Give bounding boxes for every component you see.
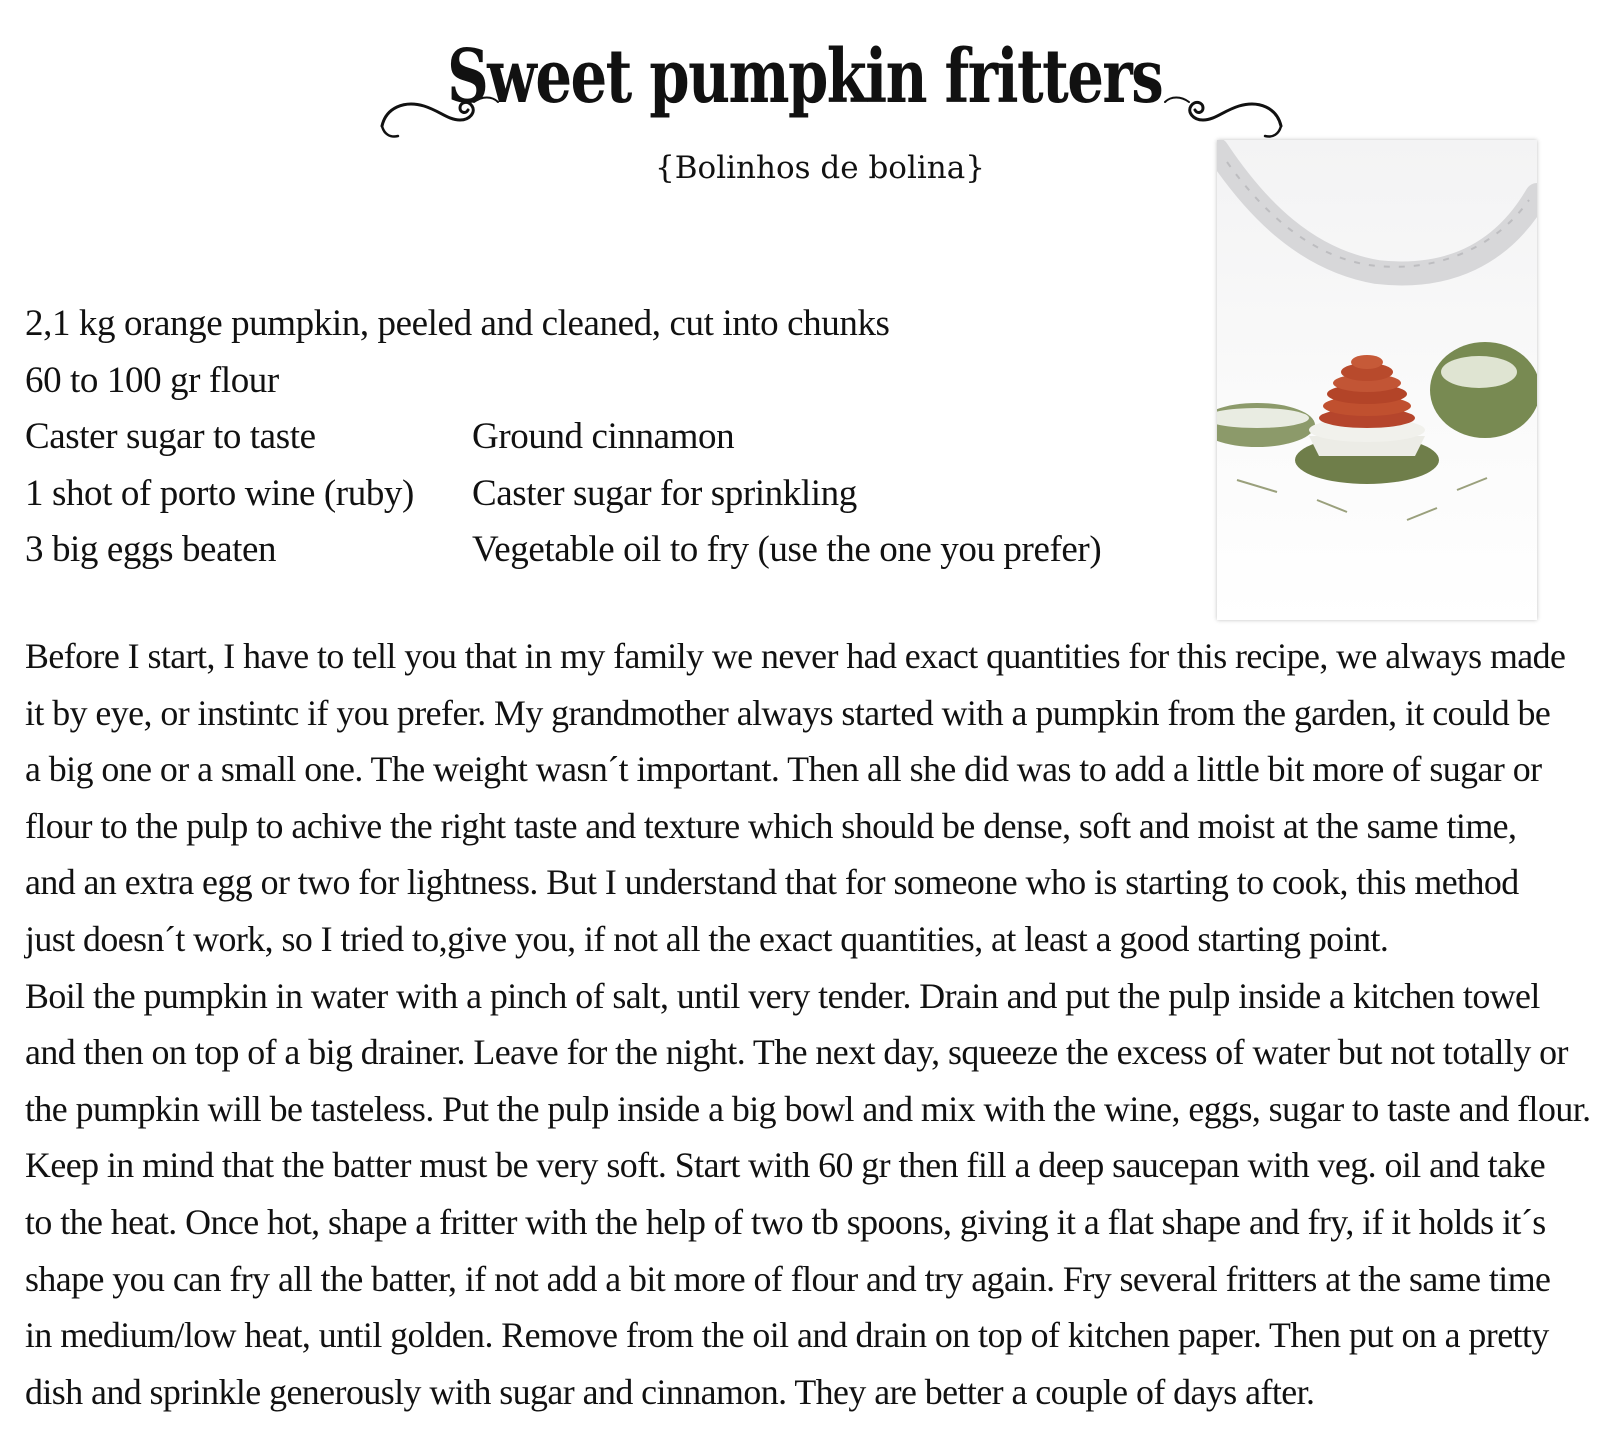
- ingredients-list: [25, 296, 1175, 579]
- method-line: Keep in mind that the batter must be very soft. Start with 60 gr then fill a deep saucepan with veg. oil and take: [25, 1145, 1546, 1186]
- ingredient-item: Caster sugar to taste: [25, 416, 316, 457]
- title-row: [0, 22, 1600, 132]
- method-line: dish and sprinkle generously with sugar and cinnamon. They are better a couple of days after.: [25, 1371, 1315, 1412]
- method-line: flour to the pulp to achive the right taste and texture which should be dense, soft and moist at the same time,: [25, 805, 1517, 846]
- ingredient-item: 3 big eggs beaten: [25, 529, 277, 570]
- method-line: Before I start, I have to tell you that in my family we never had exact quantities for this recipe, we always made: [25, 636, 1566, 676]
- ingredient-row: [25, 522, 1175, 579]
- ingredient-item: 60 to 100 gr flour: [25, 359, 279, 401]
- page-title: Sweet pumpkin fritters: [447, 34, 1163, 120]
- ingredient-item: Ground cinnamon: [472, 416, 735, 457]
- ingredient-item: Vegetable oil to fry (use the one you prefer): [472, 529, 1102, 570]
- pumpkin-fritters-photo-icon: [1217, 140, 1537, 620]
- ingredient-item: 1 shot of porto wine (ruby): [25, 472, 414, 514]
- ingredient-item: 2,1 kg orange pumpkin, peeled and cleaned, cut into chunks: [25, 303, 890, 344]
- method-line: just doesn´t work, so I tried to,give you, if not all the exact quantities, at least a good starting point.: [25, 918, 1389, 959]
- method-line: and an extra egg or two for lightness. But I understand that for someone who is starting to cook, this method: [25, 862, 1519, 903]
- ingredient-row: [25, 466, 1175, 523]
- page-subtitle: {Bolinhos de bolina}: [655, 150, 985, 186]
- ingredient-row: [25, 409, 1175, 466]
- method-line: it by eye, or instintc if you prefer. My grandmother always started with a pumpkin from the garden, it could be: [25, 692, 1551, 733]
- method-line: Boil the pumpkin in water with a pinch of salt, until very tender. Drain and put the pulp inside a kitchen towel: [25, 975, 1540, 1016]
- method-line: in medium/low heat, until golden. Remove from the oil and drain on top of kitchen paper. Then put on a pretty: [25, 1315, 1549, 1356]
- method-line: a big one or a small one. The weight wasn´t important. Then all she did was to add a little bit more of sugar or: [25, 749, 1542, 790]
- method-text: [25, 628, 1600, 1420]
- ingredient-row: [25, 296, 1175, 353]
- method-line: to the heat. Once hot, shape a fritter with the help of two tb spoons, giving it a flat shape and fry, if it holds it´s: [25, 1201, 1546, 1242]
- ingredient-row: [25, 353, 1175, 410]
- ingredient-item: Caster sugar for sprinkling: [472, 472, 857, 514]
- method-line: the pumpkin will be tasteless. Put the pulp inside a big bowl and mix with the wine, eggs, sugar to taste and flour.: [25, 1088, 1591, 1129]
- method-line: and then on top of a big drainer. Leave for the night. The next day, squeeze the excess of water but not totally or: [25, 1032, 1568, 1073]
- method-line: shape you can fry all the batter, if not add a bit more of flour and try again. Fry several fritters at the same time: [25, 1258, 1551, 1299]
